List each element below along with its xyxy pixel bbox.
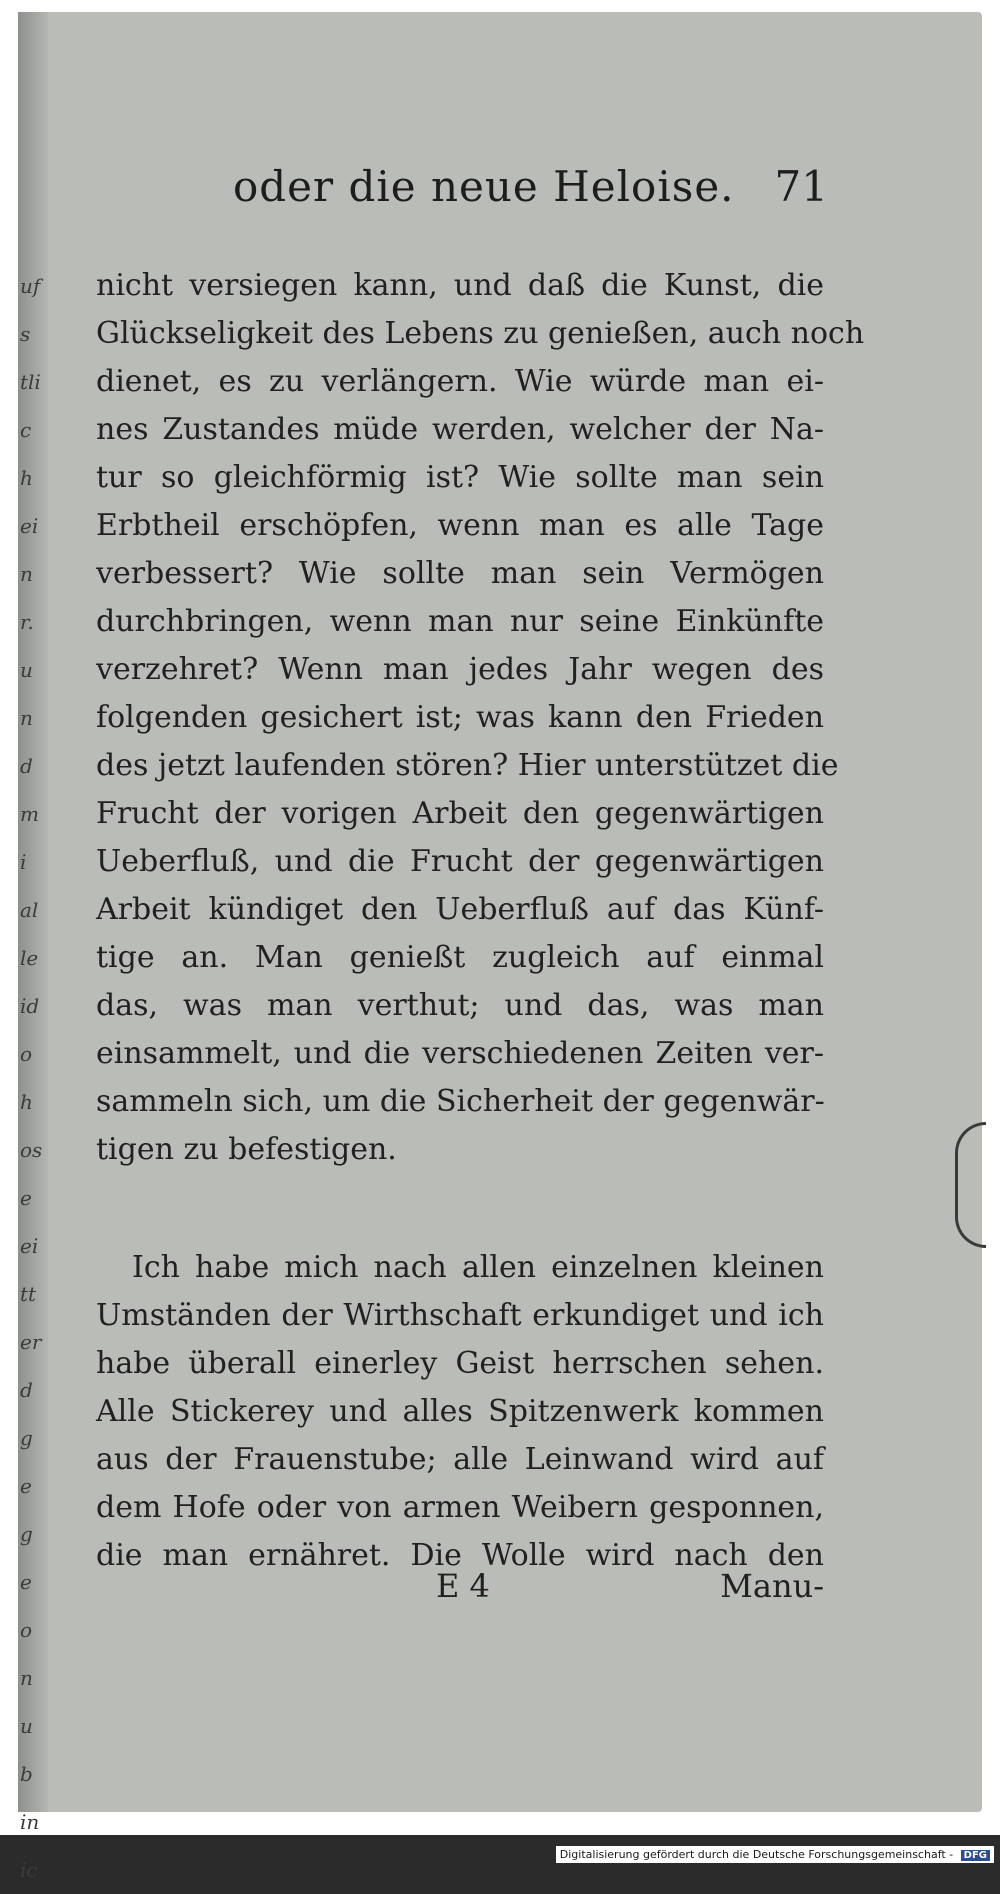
text-line: das, was man verthut; und das, was man <box>96 988 824 1023</box>
paragraph-1 <box>96 262 865 1174</box>
text-line: habe überall einerley Geist herrschen sehen. <box>96 1346 824 1381</box>
text-line: aus der Frauenstube; alle Leinwand wird auf <box>96 1442 824 1477</box>
running-title: oder die neue Heloise. <box>233 162 735 211</box>
text-line: Erbtheil erschöpfen, wenn man es alle Tage <box>96 508 824 543</box>
book-clasp-edge <box>955 1122 986 1248</box>
text-line: tigen zu befestigen. <box>96 1132 397 1167</box>
text-line: Arbeit kündiget den Ueberfluß auf das Künf- <box>96 892 824 927</box>
digitization-credit <box>556 1846 994 1863</box>
text-line: Ich habe mich nach allen einzelnen kleinen <box>132 1250 824 1285</box>
catchword: Manu- <box>720 1567 824 1605</box>
dfg-logo: DFG <box>961 1850 990 1861</box>
signature-mark: E 4 <box>436 1567 490 1605</box>
running-head <box>128 162 828 222</box>
text-line: verbessert? Wie sollte man sein Vermögen <box>96 556 824 591</box>
text-line: die man ernähret. Die Wolle wird nach den <box>96 1538 824 1573</box>
page-number: 71 <box>774 162 828 211</box>
text-line: Frucht der vorigen Arbeit den gegenwärtigen <box>96 796 824 831</box>
gutter-text: ufs tlich ein r. und mi alle id oh ose ei tt er d ge ge on ub in ic <box>20 274 43 1882</box>
paragraph-gap <box>96 1174 824 1244</box>
text-line: nicht versiegen kann, und daß die Kunst, die <box>96 268 824 303</box>
text-line: einsammelt, und die verschiedenen Zeiten ver- <box>96 1036 824 1071</box>
text-line: nes Zustandes müde werden, welcher der Na- <box>96 412 824 447</box>
text-line: folgenden gesichert ist; was kann den Frieden <box>96 700 824 735</box>
text-line: des jetzt laufenden stören? Hier unterstützet die <box>96 748 839 783</box>
page-footer <box>96 1567 824 1617</box>
text-line: verzehret? Wenn man jedes Jahr wegen des <box>96 652 824 687</box>
text-line: dem Hofe oder von armen Weibern gesponnen, <box>96 1490 824 1525</box>
adjacent-page-gutter <box>18 12 48 1882</box>
text-line: dienet, es zu verlängern. Wie würde man ei- <box>96 364 824 399</box>
text-line: sammeln sich, um die Sicherheit der gegenwär- <box>96 1084 825 1119</box>
text-line: tur so gleichförmig ist? Wie sollte man sein <box>96 460 824 495</box>
credit-text: Digitalisierung gefördert durch die Deutsche Forschungsgemeinschaft - <box>559 1848 954 1861</box>
text-line: durchbringen, wenn man nur seine Einkünfte <box>96 604 824 639</box>
text-block <box>96 262 865 1580</box>
text-line: Alle Stickerey und alles Spitzenwerk kommen <box>96 1394 824 1429</box>
text-line: tige an. Man genießt zugleich auf einmal <box>96 940 824 975</box>
text-line: Umständen der Wirthschaft erkundiget und ich <box>96 1298 824 1333</box>
text-line: Ueberfluß, und die Frucht der gegenwärtigen <box>96 844 824 879</box>
text-line: Glückseligkeit des Lebens zu genießen, auch noch <box>96 316 865 351</box>
paragraph-2 <box>96 1244 824 1580</box>
